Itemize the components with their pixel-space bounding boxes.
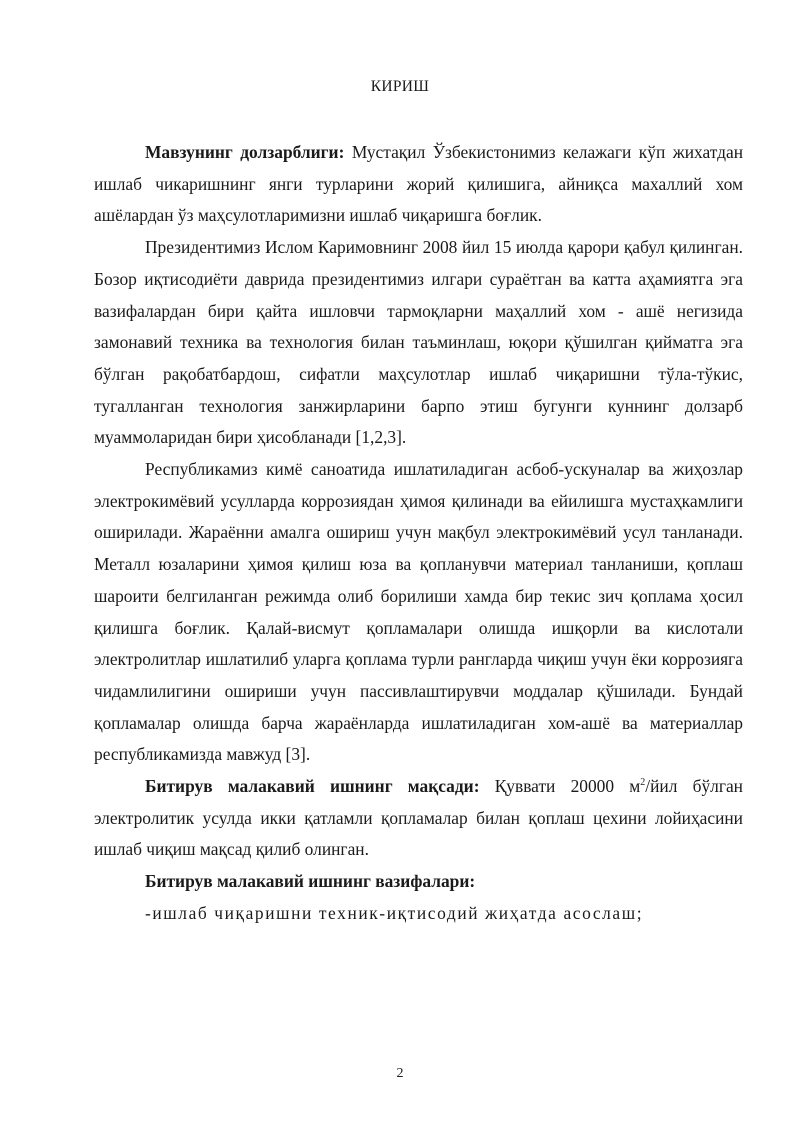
document-body	[94, 137, 743, 930]
goal-heading: Битирув малакавий ишнинг мақсади:	[145, 776, 480, 797]
president-decree-text: Президентимиз Ислом Каримовнинг 2008 йил 15 июлда қарори қабул қилинган. Бозор иқтисодиёти даврида президентимиз илгари сураётган ва катта аҳамиятга эга вазифалардан бири қайта ишловчи тармоқларни маҳаллий хом - ашё негизида замонавий техника ва технология билан таъминлаш, юқори қўшилган қийматга эга бўлган рақобатбардош, сифатли маҳсулотлар ишлаб чиқаришни тўла-тўкис, тугалланган технология занжирларини барпо этиш бугунги куннинг долзарб муаммоларидан бири ҳисобланади [1,2,3].	[94, 237, 743, 448]
section-title: КИРИШ	[370, 78, 430, 95]
paragraph-president-decree	[94, 232, 743, 454]
paragraph-goal	[94, 771, 743, 866]
paragraph-chemical-industry	[94, 454, 743, 771]
goal-text-before: Қуввати 20000 м	[479, 776, 641, 797]
task-item-text: -ишлаб чиқаришни техник-иқтисодий жиҳатда асослаш;	[145, 902, 644, 923]
paragraph-relevance	[94, 137, 743, 232]
paragraph-task-item	[94, 898, 743, 930]
relevance-text: Мустақил Ўзбекистонимиз келажаги кўп жихатдан ишлаб чикаришнинг янги турларини жорий қилишига, айниқса махаллий хом ашёлардан ўз маҳсулотларимизни ишлаб чиқаришга боғлик.	[94, 142, 744, 226]
page-number: 2	[396, 1066, 404, 1081]
goal-text-after: /йил бўлган электролитик усулда икки қатламли қопламалар билан қоплаш цехини лойиҳасини ишлаб чиқиш мақсад қилиб олинган.	[94, 776, 743, 860]
tasks-heading: Битирув малакавий ишнинг вазифалари:	[145, 871, 476, 892]
relevance-heading: Мавзунинг долзарблиги:	[145, 142, 345, 162]
chemical-industry-text: Республикамиз кимё саноатида ишлатиладиган асбоб-ускуналар ва жиҳозлар электрокимёвий усулларда коррозиядан ҳимоя қилинади ва ейилишга мустаҳкамлиги оширилади. Жараённи амалга ошириш учун мақбул электрокимёвий усул танланади. Металл юзаларини ҳимоя қилиш юза ва қопланувчи материал танланиши, қоплаш шароити белгиланган режимда олиб борилиши хамда бир текис зич қоплама ҳосил қилишга боғлик. Қалай-висмут қопламалари олишда ишқорли ва кислотали электролитлар ишлатилиб уларга қоплама турли рангларда чиқиш учун ёки коррозияга чидамлилигини ошириши учун пассивлаштирувчи моддалар қўшилади. Бундай қопламалар олишда барча жараёнларда ишлатиладиган хом-ашё ва материаллар республикамизда мавжуд [3].	[94, 459, 743, 765]
paragraph-tasks-heading	[94, 866, 743, 898]
goal-superscript: 2	[640, 777, 646, 789]
